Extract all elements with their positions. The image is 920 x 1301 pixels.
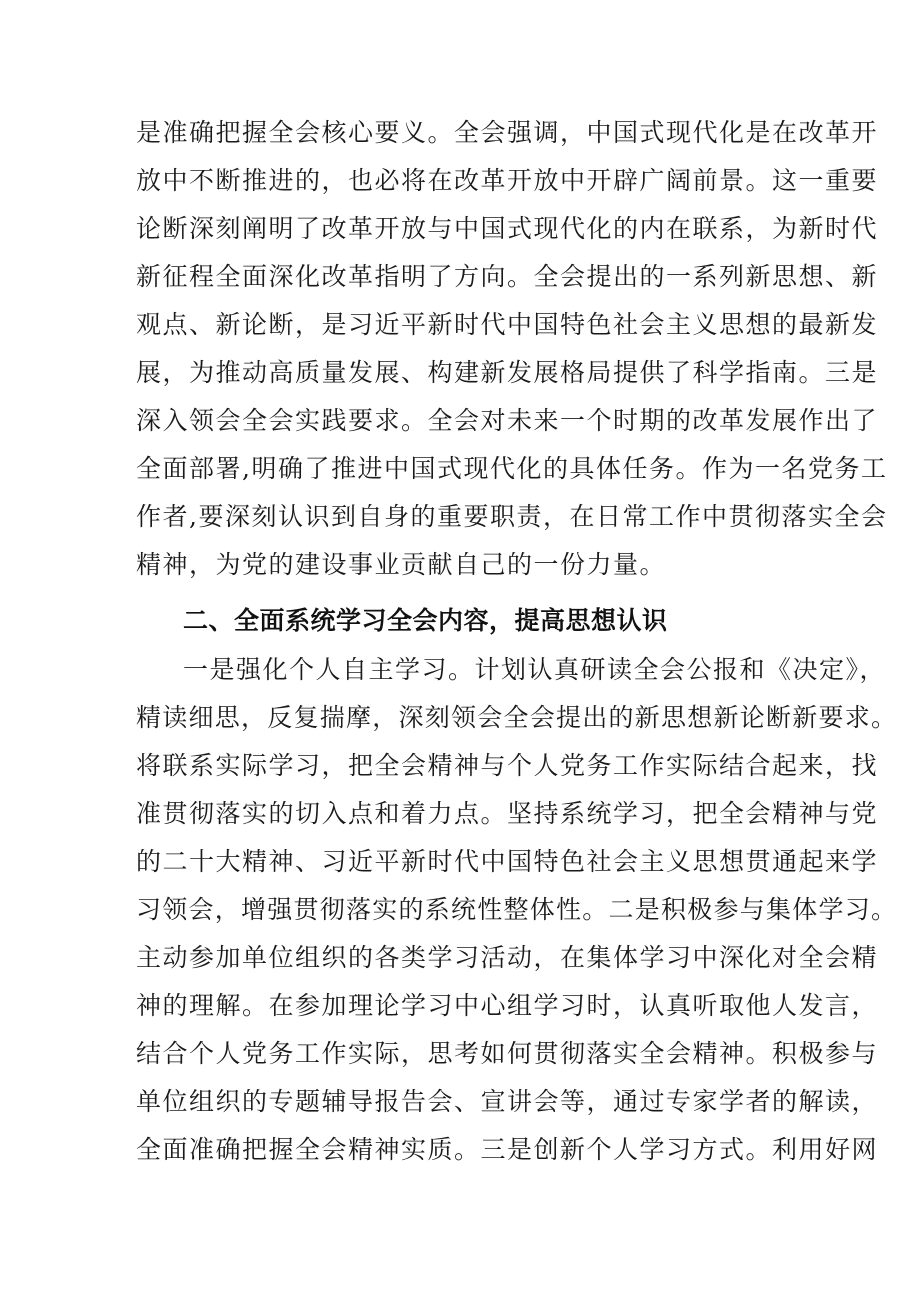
text-line: 论断深刻阐明了改革开放与中国式现代化的内在联系，为新时代	[136, 214, 879, 243]
text-line: 一是强化个人自主学习。计划认真研读全会公报和《决定》，	[183, 655, 887, 684]
text-line: 准贯彻落实的切入点和着力点。坚持系统学习，把全会精神与党	[136, 799, 879, 828]
text-line: 的二十大精神、习近平新时代中国特色社会主义思想贯通起来学	[136, 847, 879, 876]
text-line: 全面准确把握全会精神实质。三是创新个人学习方式。利用好网	[136, 1135, 879, 1164]
text-line: 新征程全面深化改革指明了方向。全会提出的一系列新思想、新	[136, 262, 879, 291]
text-line: 主动参加单位组织的各类学习活动，在集体学习中深化对全会精	[136, 943, 879, 972]
text-line: 习领会，增强贯彻落实的系统性整体性。二是积极参与集体学习。	[136, 895, 898, 924]
text-line: 将联系实际学习，把全会精神与个人党务工作实际结合起来，找	[136, 751, 879, 780]
section-heading: 二、全面系统学习全会内容，提高思想认识	[183, 606, 668, 635]
text-line: 观点、新论断，是习近平新时代中国特色社会主义思想的最新发	[136, 310, 879, 339]
text-line: 深入领会全会实践要求。全会对未来一个时期的改革发展作出了	[136, 406, 879, 435]
text-line: 结合个人党务工作实际，思考如何贯彻落实全会精神。积极参与	[136, 1039, 879, 1068]
text-line: 神的理解。在参加理论学习中心组学习时，认真听取他人发言，	[136, 991, 879, 1020]
text-line: 精神，为党的建设事业贡献自己的一份力量。	[136, 550, 667, 579]
text-line: 展，为推动高质量发展、构建新发展格局提供了科学指南。三是	[136, 358, 879, 387]
text-line: 单位组织的专题辅导报告会、宣讲会等，通过专家学者的解读，	[136, 1087, 879, 1116]
text-line: 全面部署,明确了推进中国式现代化的具体任务。作为一名党务工	[136, 454, 888, 483]
text-line: 放中不断推进的，也必将在改革开放中开辟广阔前景。这一重要	[136, 166, 879, 195]
text-line: 作者,要深刻认识到自身的重要职责，在日常工作中贯彻落实全会	[136, 502, 888, 531]
text-line: 是准确把握全会核心要义。全会强调，中国式现代化是在改革开	[136, 118, 879, 147]
text-line: 精读细思，反复揣摩，深刻领会全会提出的新思想新论断新要求。	[136, 703, 898, 732]
